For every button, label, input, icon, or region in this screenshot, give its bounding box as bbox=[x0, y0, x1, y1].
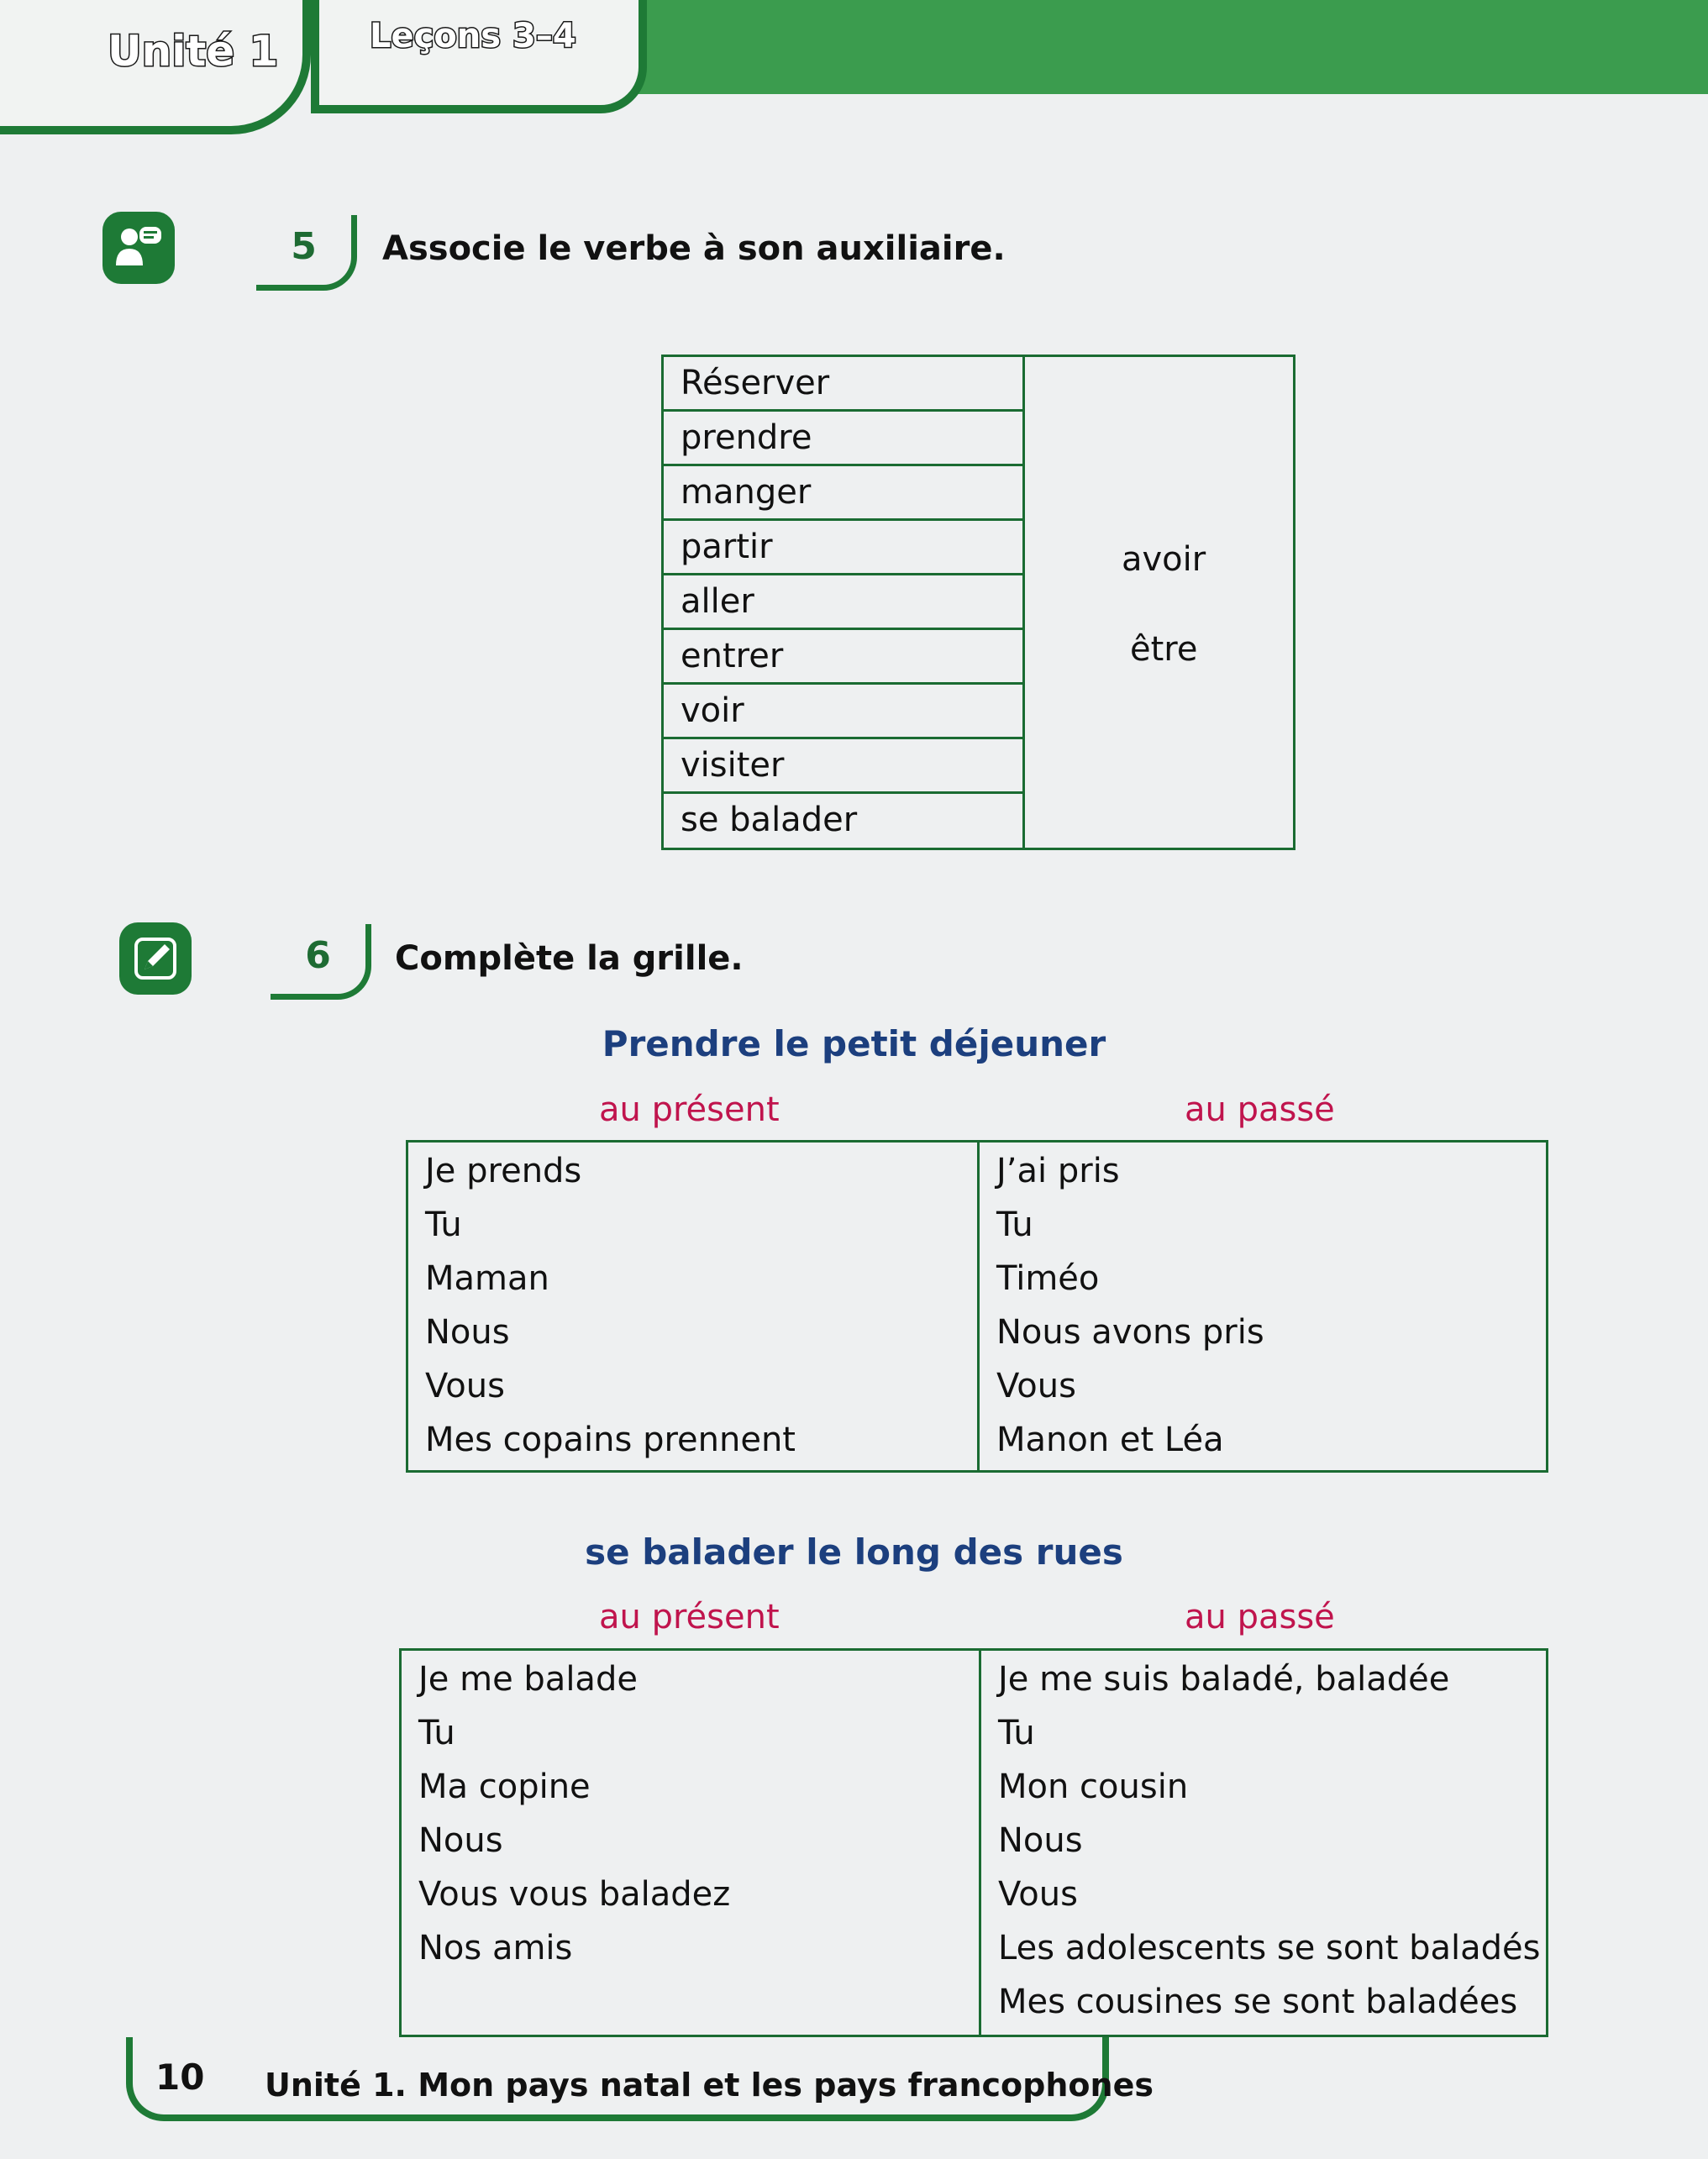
conjugation-row: Nous bbox=[418, 1821, 503, 1860]
conjugation-row: Nous bbox=[425, 1313, 510, 1352]
conjugation-row: Mes cousines se sont baladées bbox=[998, 1983, 1518, 2021]
conjugation-row: Nous avons pris bbox=[996, 1313, 1264, 1352]
conjugation-row: Mes copains prennent bbox=[425, 1421, 796, 1459]
exercise-6-number: 6 bbox=[271, 924, 371, 1000]
conjugation-row: Je prends bbox=[425, 1152, 582, 1190]
conjugation-row: Je me balade bbox=[418, 1660, 638, 1699]
auxiliary-avoir: avoir bbox=[1122, 540, 1206, 579]
conjugation-row: Vous vous baladez bbox=[418, 1875, 731, 1914]
grid-1-title: Prendre le petit déjeuner bbox=[602, 1023, 1106, 1064]
verb-cell: Réserver bbox=[664, 357, 1025, 412]
speaking-icon bbox=[102, 212, 175, 284]
conjugation-row: J’ai pris bbox=[996, 1152, 1120, 1190]
conjugation-row: Tu bbox=[418, 1714, 455, 1752]
verb-auxiliary-table bbox=[661, 355, 1295, 850]
header-green-band bbox=[588, 0, 1708, 94]
conjugation-row: Timéo bbox=[996, 1259, 1100, 1298]
verb-cell: aller bbox=[664, 575, 1025, 630]
conjugation-row: Tu bbox=[996, 1206, 1033, 1244]
conjugation-row: Vous bbox=[998, 1875, 1078, 1914]
conjugation-row: Nous bbox=[998, 1821, 1083, 1860]
grid-2-present-label: au présent bbox=[599, 1598, 780, 1636]
conjugation-row: Manon et Léa bbox=[996, 1421, 1224, 1459]
grid-2-title: se balader le long des rues bbox=[585, 1531, 1123, 1573]
verb-cell: prendre bbox=[664, 412, 1025, 466]
verbs-column bbox=[664, 357, 1025, 848]
grid-1-past-label: au passé bbox=[1185, 1090, 1335, 1129]
verb-cell: se balader bbox=[664, 794, 1025, 848]
grid-1-present-column bbox=[408, 1143, 977, 1472]
conjugation-row: Maman bbox=[425, 1259, 549, 1298]
grid-2-past-column bbox=[979, 1651, 1548, 2036]
grid-1-present-label: au présent bbox=[599, 1090, 780, 1129]
verb-cell: voir bbox=[664, 685, 1025, 739]
grid-2-table bbox=[399, 1648, 1548, 2037]
grid-1-table bbox=[406, 1140, 1548, 1473]
verb-cell: manger bbox=[664, 466, 1025, 521]
auxiliary-etre: être bbox=[1130, 630, 1198, 669]
pencil-icon bbox=[119, 922, 192, 995]
conjugation-row: Vous bbox=[425, 1367, 505, 1405]
verb-cell: partir bbox=[664, 521, 1025, 575]
conjugation-row: Vous bbox=[996, 1367, 1076, 1405]
conjugation-row: Tu bbox=[425, 1206, 462, 1244]
exercise-5-number: 5 bbox=[256, 215, 357, 291]
conjugation-row: Nos amis bbox=[418, 1929, 573, 1967]
exercise-5-instruction: Associe le verbe à son auxiliaire. bbox=[382, 229, 1006, 268]
conjugation-row: Je me suis baladé, baladée bbox=[998, 1660, 1450, 1699]
lessons-tab-label: Leçons 3–4 bbox=[370, 17, 576, 55]
grid-1-past-column bbox=[977, 1143, 1548, 1472]
grid-2-present-column bbox=[402, 1651, 979, 2036]
conjugation-row: Les adolescents se sont baladés bbox=[998, 1929, 1541, 1967]
unit-tab-label: Unité 1 bbox=[108, 27, 279, 76]
page-number: 10 bbox=[155, 2057, 205, 2098]
exercise-6-instruction: Complète la grille. bbox=[395, 939, 744, 978]
verb-cell: visiter bbox=[664, 739, 1025, 794]
conjugation-row: Mon cousin bbox=[998, 1768, 1189, 1806]
grid-2-past-label: au passé bbox=[1185, 1598, 1335, 1636]
conjugation-row: Ma copine bbox=[418, 1768, 591, 1806]
footer-title: Unité 1. Mon pays natal et les pays francophones bbox=[265, 2067, 1154, 2104]
conjugation-row: Tu bbox=[998, 1714, 1035, 1752]
verb-cell: entrer bbox=[664, 630, 1025, 685]
